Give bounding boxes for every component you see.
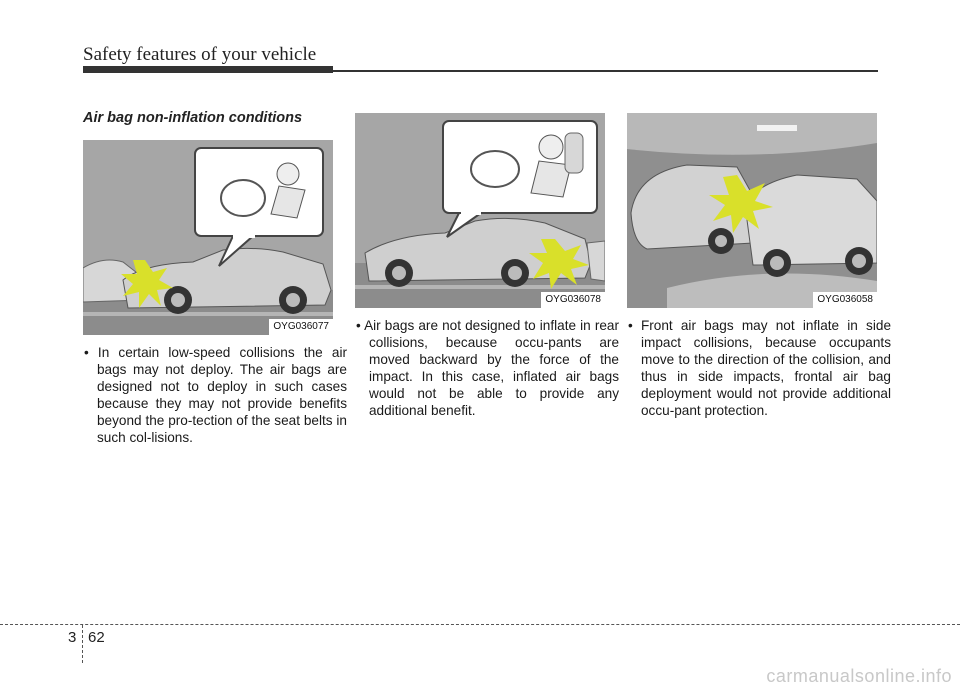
watermark: carmanualsonline.info	[766, 666, 952, 686]
figure-rear-collision	[355, 113, 605, 308]
figure-code: OYG036078	[541, 292, 605, 308]
rear-collision-illustration	[355, 113, 605, 308]
low-speed-collision-illustration	[83, 140, 333, 335]
section-heading: Air bag non-inflation conditions	[83, 110, 303, 126]
page-number: 62	[88, 629, 105, 646]
bullet-side-impact: • Front air bags may not inflate in side impact collisions, because occupants move to the direction of the collision, and thus in side impacts, frontal air bag deployment would not provide additional occu-pant protection.	[628, 318, 891, 418]
side-impact-illustration	[627, 113, 877, 308]
header-rule	[83, 66, 878, 73]
figure-code: OYG036077	[269, 319, 333, 335]
figure-low-speed-collision	[83, 140, 333, 335]
bullet-low-speed: • In certain low-speed collisions the air bags may not deploy. The air bags are designed not to deploy in such cases because they may not provide benefits beyond the pro-tection of the seat belts in such col-lisions.	[84, 345, 347, 445]
footer-divider	[82, 625, 83, 663]
page-header-title: Safety features of your vehicle	[83, 44, 317, 65]
figure-code: OYG036058	[813, 292, 877, 308]
chapter-number: 3	[68, 629, 77, 646]
figure-side-impact	[627, 113, 877, 308]
bullet-rear-collision: • Air bags are not designed to inflate in rear collisions, because occu-pants are moved backward by the force of the impact. In this case, inflated air bags would not be able to provide any additional benefit.	[356, 318, 619, 418]
footer-rule	[0, 624, 960, 625]
